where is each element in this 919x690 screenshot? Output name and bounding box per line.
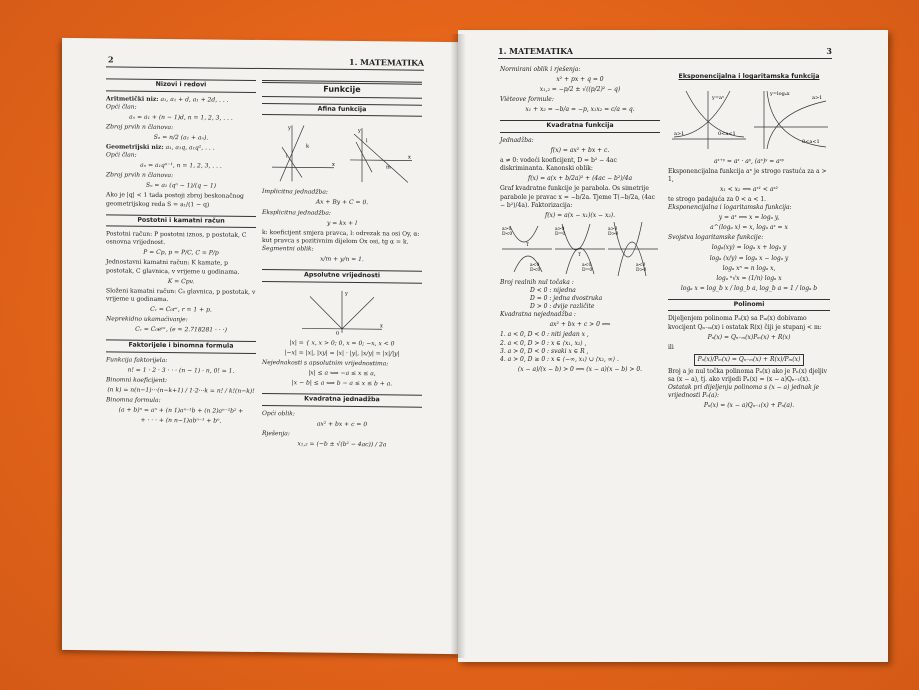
right-column-2 <box>668 66 830 412</box>
graph-label: l <box>286 153 288 160</box>
section-kvadratna-funkcija: Kvadratna funkcija <box>500 120 660 133</box>
eksp-rules: aˣ⁺ʸ = aˣ · aʸ, (aˣ)ʸ = aˣʸ <box>713 157 784 165</box>
eksp-ineq: x₁ < x₂ ⟹ aˣ¹ < aˣ² <box>720 185 778 193</box>
opci-clan-2: Opći član: <box>106 151 137 159</box>
header-rule-right <box>498 58 832 59</box>
graph-label: T <box>578 252 582 258</box>
opci-clan-1: Opći član: <box>106 102 137 111</box>
right-page <box>458 30 888 662</box>
log-inv-2: a^(logₐ x) = x, logₐ aˣ = x <box>710 224 788 232</box>
graph-label: a>0 <box>502 226 512 232</box>
graf-desc: Graf kvadratne funkcije je parabola. Os simetrije parabole je pravac x = −b/2a. Tjeme T(−b/2a, (4ac − b²)/4a). Faktorizacija: <box>500 185 655 209</box>
binom-koef: Binomni koeficijent: <box>106 376 167 384</box>
fakt-eq: n! = 1 · 2 · 3 · · · (n − 1) · n, 0! = 1. <box>127 366 235 375</box>
log-rule: logₐ xⁿ = n logₐ x, <box>722 264 776 272</box>
rjesenja-eq: x₁,₂ = (−b ± √(b² − 4ac)) / 2a <box>297 440 387 449</box>
kv-nej-eq: ax² + bx + c > 0 ⟺ <box>549 321 611 329</box>
nej-item: 1. a < 0, D < 0 : niti jedan x , <box>500 331 589 339</box>
arit-seq: a₁, a₁ + d, a₁ + 2d, . . . <box>160 95 229 104</box>
section-faktorijele: Faktorijele i binomna formula <box>106 340 256 354</box>
kv-nej: Kvadratna nejednadžba : <box>500 311 576 319</box>
graph-label: T <box>526 242 530 248</box>
section-apsolutne: Apsolutne vrijednosti <box>262 269 422 283</box>
jednostavni-eq: K = Cpv. <box>167 277 195 285</box>
slozeni-text: Složeni kamatni račun: C₀ glavnica, p postotak, v vrijeme u godinama. <box>106 287 256 303</box>
nul-cases <box>500 287 660 311</box>
log-inv-1: y = aˣ ⟺ x = logₐ y, <box>718 214 780 222</box>
ili: ili <box>668 343 674 351</box>
graph-label: x <box>332 162 335 169</box>
postotni-text: Postotni račun: P postotni iznos, p postotak, C osnovna vrijednost. <box>106 230 247 247</box>
zbroj-2: Zbroj prvih n članova: <box>106 171 174 180</box>
implicitna: Implicitna jednadžba: <box>262 188 328 197</box>
arit-general: aₙ = a₁ + (n − 1)d, n = 1, 2, 3, . . . <box>129 113 233 122</box>
section-postotni: Postotni i kamatni račun <box>106 214 256 228</box>
frac-nej: (x − a)/(x − b) > 0 ⟺ (x − a)(x − b) > 0. <box>517 365 643 373</box>
geom-title: Geometrijski niz: <box>106 143 164 151</box>
vieteove: Vièteove formule: <box>500 96 554 104</box>
graph-label: l <box>366 138 368 145</box>
viete-eq: x₁ + x₂ = −b/a = −p, x₁x₂ = c/a = q. <box>525 106 635 114</box>
graph-label: k <box>306 143 310 150</box>
arit-title: Aritmetički niz: <box>106 94 159 103</box>
broj-nul: Broj realnih nul točaka : <box>500 278 574 286</box>
section-nizovi: Nizovi i redovi <box>106 78 256 92</box>
page-number-right: 3 <box>826 46 832 56</box>
graph-label: y <box>288 125 291 132</box>
graph-label: D>0 <box>608 231 619 237</box>
graph-label: a>1 <box>812 94 823 101</box>
left-column-1 <box>106 72 256 428</box>
graph-label: a>0 <box>608 226 618 232</box>
kanonski-eq: f(x) = a(x + b/2a)² + (4ac − b²)/4a <box>527 175 633 183</box>
neprekidno-text: Neprekidno ukamaćivanje: <box>106 315 188 324</box>
nej-item: 4. a > 0, D ≥ 0 : x ∈ ⟨−∞, x₁⟩ ∪ ⟨x₂, ∞⟩ . <box>500 355 619 363</box>
graph-label: x <box>380 322 383 329</box>
ostatak-eq: Pₙ(x) = (x − a)Qₙ₋₁(x) + Pₙ(a). <box>703 402 795 410</box>
section-funkcije: Funkcije <box>262 80 422 98</box>
section-kvadratna: Kvadratna jednadžba <box>262 393 422 407</box>
abs-props: |−x| = |x|, |xy| = |x| · |y|, |x/y| = |x|/|y| <box>284 349 400 358</box>
zbroj-1: Zbroj prvih n članova: <box>106 123 174 131</box>
afina-graphs <box>262 119 422 187</box>
log-rule: logₐ (x/y) = logₐ x − logₐ y <box>709 254 789 262</box>
graph-label: a<0 <box>582 262 592 268</box>
kf-desc: a ≠ 0: vodeći koeficijent, D = b² − 4ac diskriminanta. Kanonski oblik: <box>500 157 617 173</box>
graph-label: a<0 <box>530 262 540 268</box>
graph-label: 0 <box>336 330 340 336</box>
abs-graph <box>262 286 422 336</box>
graph-label: D=0 <box>555 231 566 237</box>
section-afina: Afina funkcija <box>262 103 422 117</box>
svojstva: Svojstva logaritamske funkcije: <box>668 234 764 242</box>
geom-sum: Sₙ = a₁ (qⁿ − 1)/(q − 1) <box>145 182 217 190</box>
segmentni-eq: x/m + y/n = 1. <box>320 255 364 264</box>
eksp-log-graphs <box>668 87 830 153</box>
norm-sol: x₁,₂ = −p/2 ± √((p/2)² − q) <box>539 86 621 94</box>
graph-label: a>0 <box>555 226 565 232</box>
postotni-eq: P = Cp, p = P/C, C = P/p <box>143 249 219 257</box>
graph-label: a>1 <box>674 130 685 137</box>
opci-oblik-eq: ax² + bx + c = 0 <box>316 420 368 428</box>
header-left: 1. MATEMATIKA <box>349 56 424 68</box>
slozeni-eq: Cᵥ = C₀rᵛ, r = 1 + p. <box>150 305 212 314</box>
opci-oblik: Opći oblik: <box>262 409 295 418</box>
fakt-text: Funkcija faktorijela: <box>106 356 168 364</box>
nej-eq-2: |x − b| ≤ a ⟺ b − a ≤ x ≤ b + a. <box>291 379 393 388</box>
norm-eq: x² + px + q = 0 <box>556 76 604 84</box>
graph-label: D=0 <box>582 267 593 273</box>
parabola-graphs <box>500 222 660 276</box>
binom-formula: Binomna formula: <box>106 396 161 404</box>
nul-tocka: Broj a je nul točka polinoma Pₙ(x) ako je Pₙ(x) djeljiv sa (x − a), tj. ako vrijedi Pₙ(x) = (x − a)Qₙ₋₁(x). <box>668 367 828 383</box>
geom-inf: Ako je |q| < 1 tada postoji zbroj beskonačnog geometrijskog reda S = a₁/(1 − q) <box>106 191 244 208</box>
book-gutter <box>450 34 466 658</box>
header-right: 1. MATEMATIKA <box>498 46 573 56</box>
log-rule: logₐ(xy) = logₐ x + logₐ y <box>711 244 787 252</box>
fakt-eq-right: f(x) = a(x − x₁)(x − x₂). <box>544 211 615 219</box>
nej-eq-1: |x| ≤ a ⟺ −a ≤ x ≤ a, <box>308 369 376 378</box>
left-column-2 <box>262 74 422 452</box>
graph-label: x <box>408 154 411 161</box>
section-eksponencijalna: Eksponencijalna i logaritamska funkcija <box>678 73 820 80</box>
nul-case: D = 0 : jedna dvostruka <box>530 295 603 303</box>
eksp-desc: Eksponencijalna funkcija aˣ je strogo rastuća za a > 1, <box>668 167 827 183</box>
nej-item: 2. a < 0, D > 0 : x ∈ ⟨x₁, x₂⟩ , <box>500 339 587 347</box>
nejednakosti: Nejednakosti s apsolutnim vrijednostima: <box>262 358 389 368</box>
binom-eq-1: (a + b)ⁿ = aⁿ + (n 1)aⁿ⁻¹b + (n 2)aⁿ⁻²b² + <box>118 406 244 415</box>
graph-label: y <box>345 290 348 297</box>
kf-eq: f(x) = ax² + bx + c. <box>550 147 610 155</box>
pol-desc: Dijeljenjem polinoma Pₙ(x) sa Pₘ(x) dobivamo kvocijent Qₙ₋ₘ(x) i ostatak R(x) čiji je stupanj < m: <box>668 315 822 331</box>
graph-label: y=logₐx <box>770 90 790 97</box>
graph-label: m <box>386 164 391 171</box>
nul-case: D > 0 : dvije različite <box>530 303 595 311</box>
segmentni: Segmentni oblik: <box>262 244 314 253</box>
jednostavni-text: Jednostavni kamatni račun: K kamate, p postotak, C glavnica, v vrijeme u godinama. <box>106 258 240 276</box>
binom-eq-2: + · · · + (n n−1)abⁿ⁻¹ + bⁿ. <box>140 416 222 425</box>
graph-label: a<0 <box>636 262 646 268</box>
log-rule: logₐ ⁿ√x = (1/n) logₐ x <box>716 274 782 282</box>
normirani: Normirani oblik i rješenja: <box>500 66 581 73</box>
implicitna-eq: Ax + By + C = 0. <box>315 199 369 207</box>
eksplicitna-desc: k: koeficijent smjera pravca, l: odrezak na osi Oy, α: kut pravca s pozitivnim dijelom Ox osi, tg α = k. <box>262 228 420 246</box>
neprekidno-eq: Cᵥ = C₀eᵖᵛ, (e ≈ 2.718281 · · ·) <box>135 325 227 334</box>
jednadzba: Jednadžba: <box>500 136 534 144</box>
graph-label: D<0 <box>530 267 541 273</box>
graph-label: y <box>358 128 361 135</box>
graph-label: 0<a<1 <box>802 138 820 145</box>
eksp-log: Eksponencijalna i logaritamska funkcija: <box>668 204 792 212</box>
binom-koef-eq: (n k) = n(n−1)···(n−k+1) / 1·2···k = n! / k!(n−k)! <box>107 386 255 395</box>
nej-item: 3. a > 0, D < 0 : svaki x ∈ R , <box>500 347 589 355</box>
ostatak: Ostatak pri dijeljenju polinoma s (x − a) jednak je vrijednosti Pₙ(a): <box>668 384 820 400</box>
arit-sum: Sₙ = n/2 (a₁ + aₙ). <box>153 133 209 142</box>
nul-case: D < 0 : nijedna <box>530 287 576 294</box>
abs-def: |x| = { x, x > 0; 0, x = 0; −x, x < 0 <box>289 339 395 348</box>
right-column-1 <box>500 66 660 376</box>
log-rule: logₐ x = log_b x / log_b a, log_b a = 1 / logₐ b <box>680 284 818 292</box>
eksplicitna: Eksplicitna jednadžba: <box>262 208 331 217</box>
geom-general: aₙ = a₁qⁿ⁻¹, n = 1, 2, 3, . . . <box>140 161 222 170</box>
eksplicitna-eq: y = kx + l <box>326 219 357 227</box>
graph-label: D<0 <box>502 231 513 237</box>
page-number-left: 2 <box>108 54 114 65</box>
graph-label: D>0 <box>636 267 647 273</box>
pol-eq-2: Pₙ(x)/Pₘ(x) = Qₙ₋ₘ(x) + R(x)/Pₘ(x) <box>694 354 805 366</box>
left-page <box>62 38 458 654</box>
rjesenja: Rješenja: <box>262 429 290 438</box>
pol-eq-1: Pₙ(x) = Qₙ₋ₘ(x)Pₘ(x) + R(x) <box>707 333 791 341</box>
eksp-desc-2: te strogo padajuća za 0 < a < 1. <box>668 195 767 203</box>
geom-seq: a₁, a₁q, a₁q², . . . <box>165 143 215 152</box>
section-polinomi: Polinomi <box>668 299 830 312</box>
graph-label: y=aˣ <box>712 94 725 101</box>
graph-label: 0<a<1 <box>718 130 736 137</box>
